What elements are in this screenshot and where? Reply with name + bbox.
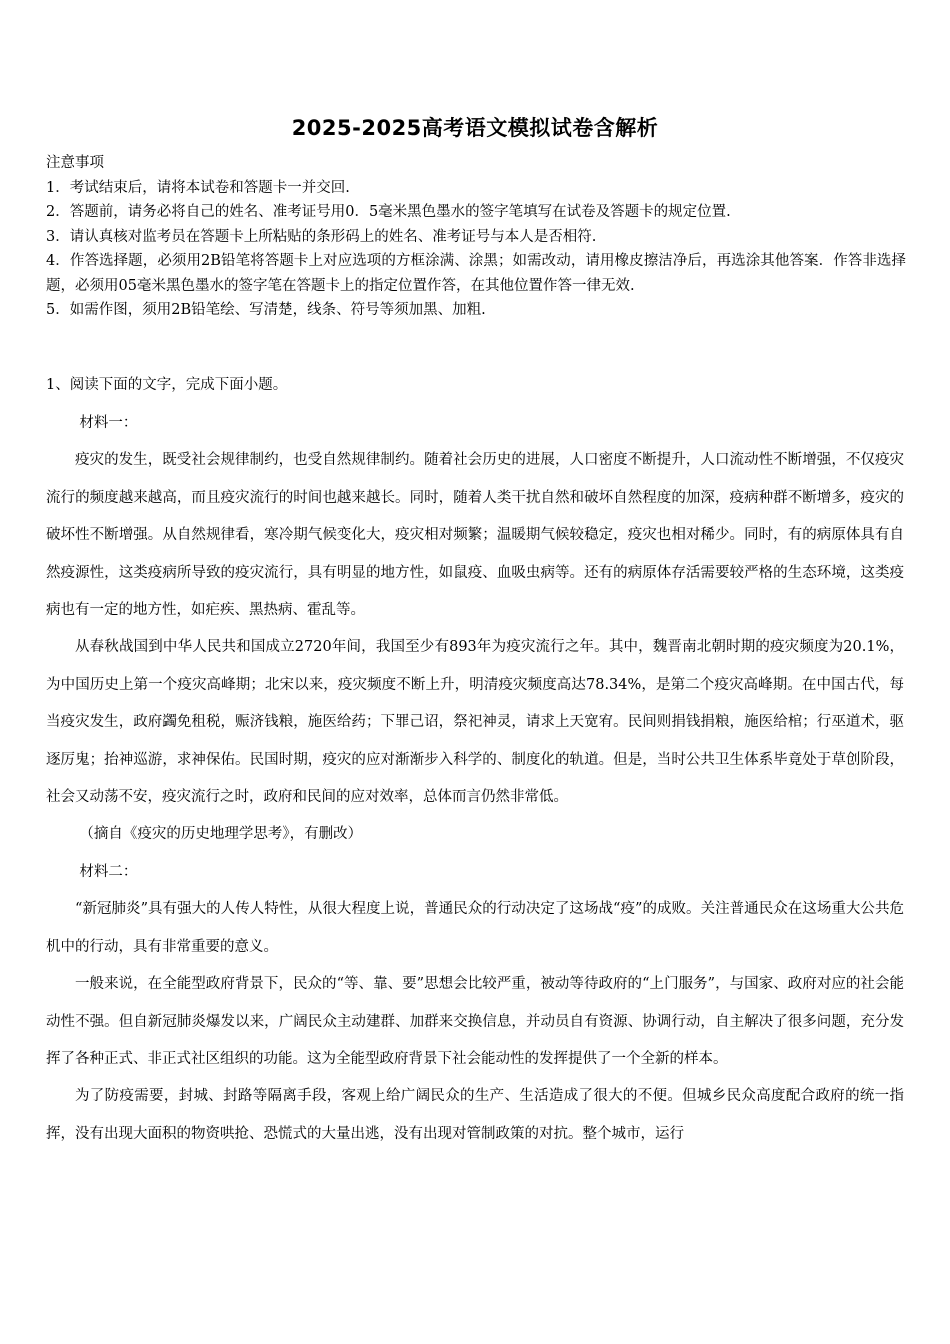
material-2-paragraph-2: 一般来说，在全能型政府背景下，民众的“等、靠、要”思想会比较严重，被动等待政府的“上门服务”，与国家、政府对应的社会能动性不强。但自新冠肺炎爆发以来，广阔民众主动建群、加群来交换信息，并动员自有资源、协调行动，自主解决了很多问题，充分发挥了各种正式、非正式社区组织的功能。这为全能型政府背景下社会能动性的发挥提供了一个全新的样本。	[46, 976, 904, 1067]
notice-item-5: 5．如需作图，须用2B铅笔绘、写清楚，线条、符号等须加黑、加粗.	[46, 302, 486, 318]
material-2-paragraph-3: 为了防疫需要，封城、封路等隔离手段，客观上给广阔民众的生产、生活造成了很大的不便。但城乡民众高度配合政府的统一指挥，没有出现大面积的物资哄抢、恐慌式的大量出逃，没有出现对管制政策的对抗。整个城市，运行	[46, 1088, 904, 1142]
material-1-paragraph-1: 疫灾的发生，既受社会规律制约，也受自然规律制约。随着社会历史的进展，人口密度不断提升，人口流动性不断增强，不仅疫灾流行的频度越来越高，而且疫灾流行的时间也越来越长。同时，随着人类干扰自然和破坏自然程度的加深，疫病种群不断增多，疫灾的破坏性不断增强。从自然规律看，寒冷期气候变化大，疫灾相对频繁；温暖期气候较稳定，疫灾也相对稀少。同时，有的病原体具有自然疫源性，这类疫病所导致的疫灾流行，具有明显的地方性，如鼠疫、血吸虫病等。还有的病原体存活需要较严格的生态环境，这类疫病也有一定的地方性，如疟疾、黑热病、霍乱等。	[46, 452, 904, 619]
question-prompt: 1、阅读下面的文字，完成下面小题。	[46, 377, 288, 393]
notice-item-1: 1．考试结束后，请将本试卷和答题卡一并交回.	[46, 179, 350, 196]
notice-section	[46, 151, 906, 323]
page-title: 2025-2025高考语文模拟试卷含解析	[291, 116, 659, 140]
notice-item-3: 3．请认真核对监考员在答题卡上所粘贴的条形码上的姓名、准考证号与本人是否相符.	[46, 228, 597, 245]
notice-item-2: 2．答题前，请务必将自己的姓名、准考证号用0．5毫米黑色墨水的签字笔填写在试卷及答题卡的规定位置.	[46, 204, 731, 220]
reading-passage	[46, 405, 904, 1153]
material-1-source: （摘自《疫灾的历史地理学思考》，有删改）	[79, 826, 363, 843]
material-1-paragraph-2: 从春秋战国到中华人民共和国成立2720年间，我国至少有893年为疫灾流行之年。其中，魏晋南北朝时期的疫灾频度为20.1%，为中国历史上第一个疫灾高峰期；北宋以来，疫灾频度不断上升，明清疫灾频度高达78.34%，是第二个疫灾高峰期。在中国古代，每当疫灾发生，政府蠲免租税，赈济钱粮，施医给药；下罪己诏，祭祀神灵，请求上天宽宥。民间则捐钱捐粮，施医给棺；行巫道术，驱逐厉鬼；抬神巡游，求神保佑。民国时期，疫灾的应对渐渐步入科学的、制度化的轨道。但是，当时公共卫生体系毕竟处于草创阶段，社会又动荡不安，疫灾流行之时，政府和民间的应对效率，总体而言仍然非常低。	[46, 639, 904, 806]
material-2-label: 材料二：	[79, 863, 138, 880]
material-1-label: 材料一：	[79, 415, 138, 431]
notice-heading: 注意事项	[46, 155, 104, 171]
notice-item-4: 4．作答选择题，必须用2B铅笔将答题卡上对应选项的方框涂满、涂黑；如需改动，请用橡皮擦洁净后，再选涂其他答案．作答非选择题，必须用05毫米黑色墨水的签字笔在答题卡上的指定位置作答，在其他位置作答一律无效.	[46, 253, 906, 294]
material-2-paragraph-1: “新冠肺炎”具有强大的人传人特性，从很大程度上说，普通民众的行动决定了这场战“疫”的成败。关注普通民众在这场重大公共危机中的行动，具有非常重要的意义。	[46, 901, 904, 955]
